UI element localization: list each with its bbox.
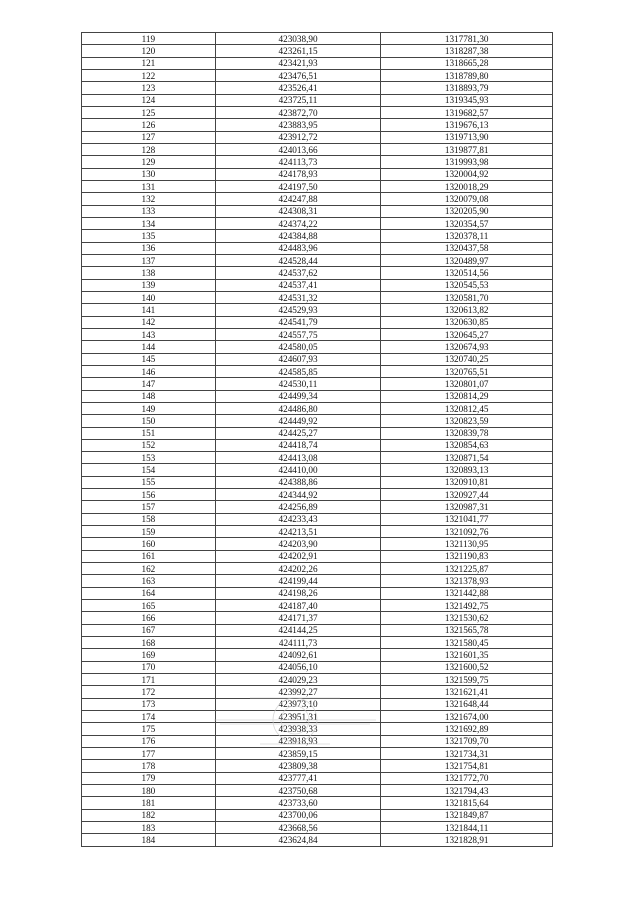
table-row (82, 131, 553, 143)
x-coordinate-cell: 423750,68 (215, 785, 381, 797)
x-coordinate-cell: 424029,23 (215, 674, 381, 686)
point-number-cell: 160 (82, 538, 216, 550)
point-number-cell: 163 (82, 575, 216, 587)
y-coordinate-cell: 1321442,88 (381, 587, 553, 599)
y-coordinate-cell: 1320645,27 (381, 328, 553, 340)
point-number-cell: 138 (82, 267, 216, 279)
table-row (82, 119, 553, 131)
table-row (82, 316, 553, 328)
y-coordinate-cell: 1320765,51 (381, 365, 553, 377)
point-number-cell: 155 (82, 476, 216, 488)
y-coordinate-cell: 1321692,89 (381, 723, 553, 735)
x-coordinate-cell: 424537,41 (215, 279, 381, 291)
y-coordinate-cell: 1321815,64 (381, 797, 553, 809)
y-coordinate-cell: 1321378,93 (381, 575, 553, 587)
table-row (82, 550, 553, 562)
table-row (82, 57, 553, 69)
x-coordinate-cell: 424528,44 (215, 254, 381, 266)
table-row (82, 427, 553, 439)
point-number-cell: 152 (82, 439, 216, 451)
table-row (82, 464, 553, 476)
y-coordinate-cell: 1321734,31 (381, 748, 553, 760)
x-coordinate-cell: 423733,60 (215, 797, 381, 809)
point-number-cell: 181 (82, 797, 216, 809)
x-coordinate-cell: 424486,80 (215, 402, 381, 414)
table-row (82, 834, 553, 846)
table-row (82, 230, 553, 242)
table-row (82, 402, 553, 414)
table-row (82, 735, 553, 747)
y-coordinate-cell: 1320812,45 (381, 402, 553, 414)
y-coordinate-cell: 1319877,81 (381, 143, 553, 155)
point-number-cell: 172 (82, 686, 216, 698)
x-coordinate-cell: 423912,72 (215, 131, 381, 143)
y-coordinate-cell: 1320437,58 (381, 242, 553, 254)
point-number-cell: 161 (82, 550, 216, 562)
y-coordinate-cell: 1321190,83 (381, 550, 553, 562)
x-coordinate-cell: 424413,08 (215, 452, 381, 464)
table-row (82, 612, 553, 624)
table-row (82, 711, 553, 723)
x-coordinate-cell: 424171,37 (215, 612, 381, 624)
x-coordinate-cell: 424199,44 (215, 575, 381, 587)
x-coordinate-cell: 424247,88 (215, 193, 381, 205)
y-coordinate-cell: 1320545,53 (381, 279, 553, 291)
table-row (82, 378, 553, 390)
x-coordinate-cell: 424410,00 (215, 464, 381, 476)
x-coordinate-cell: 424178,93 (215, 168, 381, 180)
y-coordinate-cell: 1320581,70 (381, 291, 553, 303)
table-row (82, 341, 553, 353)
point-number-cell: 149 (82, 402, 216, 414)
table-row (82, 94, 553, 106)
x-coordinate-cell: 424213,51 (215, 526, 381, 538)
x-coordinate-cell: 424198,26 (215, 587, 381, 599)
x-coordinate-cell: 424483,96 (215, 242, 381, 254)
point-number-cell: 130 (82, 168, 216, 180)
table-row (82, 180, 553, 192)
y-coordinate-cell: 1320630,85 (381, 316, 553, 328)
point-number-cell: 146 (82, 365, 216, 377)
table-row (82, 33, 553, 45)
x-coordinate-cell: 424013,66 (215, 143, 381, 155)
point-number-cell: 120 (82, 45, 216, 57)
y-coordinate-cell: 1320740,25 (381, 353, 553, 365)
point-number-cell: 123 (82, 82, 216, 94)
table-row (82, 82, 553, 94)
y-coordinate-cell: 1320674,93 (381, 341, 553, 353)
table-row (82, 254, 553, 266)
y-coordinate-cell: 1321599,75 (381, 674, 553, 686)
y-coordinate-cell: 1319676,13 (381, 119, 553, 131)
y-coordinate-cell: 1321674,00 (381, 711, 553, 723)
y-coordinate-cell: 1318893,79 (381, 82, 553, 94)
y-coordinate-cell: 1320987,31 (381, 501, 553, 513)
y-coordinate-cell: 1320814,29 (381, 390, 553, 402)
x-coordinate-cell: 423700,06 (215, 809, 381, 821)
table-row (82, 143, 553, 155)
x-coordinate-cell: 423421,93 (215, 57, 381, 69)
x-coordinate-cell: 424537,62 (215, 267, 381, 279)
y-coordinate-cell: 1321648,44 (381, 698, 553, 710)
x-coordinate-cell: 424113,73 (215, 156, 381, 168)
y-coordinate-cell: 1317781,30 (381, 33, 553, 45)
y-coordinate-cell: 1320801,07 (381, 378, 553, 390)
y-coordinate-cell: 1319345,93 (381, 94, 553, 106)
point-number-cell: 158 (82, 513, 216, 525)
table-row (82, 797, 553, 809)
y-coordinate-cell: 1321849,87 (381, 809, 553, 821)
y-coordinate-cell: 1321754,81 (381, 760, 553, 772)
point-number-cell: 159 (82, 526, 216, 538)
point-number-cell: 119 (82, 33, 216, 45)
table-row (82, 69, 553, 81)
point-number-cell: 173 (82, 698, 216, 710)
x-coordinate-cell: 424585,85 (215, 365, 381, 377)
x-coordinate-cell: 424449,92 (215, 415, 381, 427)
point-number-cell: 164 (82, 587, 216, 599)
table-row (82, 328, 553, 340)
table-row (82, 267, 553, 279)
point-number-cell: 167 (82, 624, 216, 636)
point-number-cell: 180 (82, 785, 216, 797)
x-coordinate-cell: 423883,95 (215, 119, 381, 131)
x-coordinate-cell: 424344,92 (215, 489, 381, 501)
point-number-cell: 147 (82, 378, 216, 390)
x-coordinate-cell: 424388,86 (215, 476, 381, 488)
x-coordinate-cell: 423872,70 (215, 106, 381, 118)
x-coordinate-cell: 424418,74 (215, 439, 381, 451)
point-number-cell: 177 (82, 748, 216, 760)
x-coordinate-cell: 424308,31 (215, 205, 381, 217)
x-coordinate-cell: 424425,27 (215, 427, 381, 439)
y-coordinate-cell: 1320079,08 (381, 193, 553, 205)
x-coordinate-cell: 424531,32 (215, 291, 381, 303)
y-coordinate-cell: 1321580,45 (381, 637, 553, 649)
x-coordinate-cell: 423992,27 (215, 686, 381, 698)
table-row (82, 390, 553, 402)
point-number-cell: 125 (82, 106, 216, 118)
x-coordinate-cell: 423261,15 (215, 45, 381, 57)
y-coordinate-cell: 1321600,52 (381, 661, 553, 673)
x-coordinate-cell: 423725,11 (215, 94, 381, 106)
x-coordinate-cell: 424529,93 (215, 304, 381, 316)
point-number-cell: 141 (82, 304, 216, 316)
table-row (82, 45, 553, 57)
x-coordinate-cell: 424111,73 (215, 637, 381, 649)
table-row (82, 513, 553, 525)
table-row (82, 489, 553, 501)
y-coordinate-cell: 1319993,98 (381, 156, 553, 168)
point-number-cell: 183 (82, 822, 216, 834)
table-row (82, 291, 553, 303)
x-coordinate-cell: 424580,05 (215, 341, 381, 353)
point-number-cell: 122 (82, 69, 216, 81)
x-coordinate-cell: 424202,91 (215, 550, 381, 562)
table-row (82, 649, 553, 661)
table-row (82, 563, 553, 575)
point-number-cell: 184 (82, 834, 216, 846)
y-coordinate-cell: 1320018,29 (381, 180, 553, 192)
point-number-cell: 171 (82, 674, 216, 686)
point-number-cell: 175 (82, 723, 216, 735)
table-row (82, 822, 553, 834)
x-coordinate-cell: 423938,33 (215, 723, 381, 735)
y-coordinate-cell: 1320613,82 (381, 304, 553, 316)
y-coordinate-cell: 1321621,41 (381, 686, 553, 698)
x-coordinate-cell: 424233,43 (215, 513, 381, 525)
x-coordinate-cell: 423038,90 (215, 33, 381, 45)
table-row (82, 168, 553, 180)
table-row (82, 415, 553, 427)
table-row (82, 760, 553, 772)
y-coordinate-cell: 1318789,80 (381, 69, 553, 81)
table-row (82, 476, 553, 488)
y-coordinate-cell: 1320205,90 (381, 205, 553, 217)
y-coordinate-cell: 1320004,92 (381, 168, 553, 180)
y-coordinate-cell: 1318287,38 (381, 45, 553, 57)
x-coordinate-cell: 423918,93 (215, 735, 381, 747)
y-coordinate-cell: 1320823,59 (381, 415, 553, 427)
point-number-cell: 166 (82, 612, 216, 624)
x-coordinate-cell: 424499,34 (215, 390, 381, 402)
y-coordinate-cell: 1321828,91 (381, 834, 553, 846)
y-coordinate-cell: 1319682,57 (381, 106, 553, 118)
table-row (82, 624, 553, 636)
point-number-cell: 151 (82, 427, 216, 439)
table-row (82, 439, 553, 451)
x-coordinate-cell: 424203,90 (215, 538, 381, 550)
x-coordinate-cell: 424187,40 (215, 600, 381, 612)
table-row (82, 600, 553, 612)
table-row (82, 156, 553, 168)
y-coordinate-cell: 1321772,70 (381, 772, 553, 784)
point-number-cell: 182 (82, 809, 216, 821)
point-number-cell: 132 (82, 193, 216, 205)
point-number-cell: 135 (82, 230, 216, 242)
point-number-cell: 154 (82, 464, 216, 476)
point-number-cell: 174 (82, 711, 216, 723)
x-coordinate-cell: 423668,56 (215, 822, 381, 834)
point-number-cell: 126 (82, 119, 216, 131)
point-number-cell: 121 (82, 57, 216, 69)
x-coordinate-cell: 424202,26 (215, 563, 381, 575)
x-coordinate-cell: 423951,31 (215, 711, 381, 723)
table-row (82, 785, 553, 797)
point-number-cell: 142 (82, 316, 216, 328)
table-row (82, 205, 553, 217)
y-coordinate-cell: 1320514,56 (381, 267, 553, 279)
table-row (82, 661, 553, 673)
table-row (82, 526, 553, 538)
table-row (82, 242, 553, 254)
table-row (82, 686, 553, 698)
table-row (82, 748, 553, 760)
table-row (82, 698, 553, 710)
x-coordinate-cell: 424607,93 (215, 353, 381, 365)
table-row (82, 723, 553, 735)
table-row (82, 365, 553, 377)
y-coordinate-cell: 1321709,70 (381, 735, 553, 747)
point-number-cell: 124 (82, 94, 216, 106)
y-coordinate-cell: 1320839,78 (381, 427, 553, 439)
x-coordinate-cell: 423973,10 (215, 698, 381, 710)
x-coordinate-cell: 424092,61 (215, 649, 381, 661)
table-row (82, 304, 553, 316)
table-row (82, 809, 553, 821)
point-number-cell: 153 (82, 452, 216, 464)
x-coordinate-cell: 424541,79 (215, 316, 381, 328)
point-number-cell: 129 (82, 156, 216, 168)
y-coordinate-cell: 1321601,35 (381, 649, 553, 661)
x-coordinate-cell: 423476,51 (215, 69, 381, 81)
point-number-cell: 170 (82, 661, 216, 673)
x-coordinate-cell: 423777,41 (215, 772, 381, 784)
x-coordinate-cell: 423859,15 (215, 748, 381, 760)
table-row (82, 674, 553, 686)
point-number-cell: 156 (82, 489, 216, 501)
y-coordinate-cell: 1321844,11 (381, 822, 553, 834)
x-coordinate-cell: 423809,38 (215, 760, 381, 772)
table-row (82, 772, 553, 784)
point-number-cell: 148 (82, 390, 216, 402)
y-coordinate-cell: 1320354,57 (381, 217, 553, 229)
x-coordinate-cell: 424197,50 (215, 180, 381, 192)
y-coordinate-cell: 1321041,77 (381, 513, 553, 525)
y-coordinate-cell: 1320854,63 (381, 439, 553, 451)
x-coordinate-cell: 423624,84 (215, 834, 381, 846)
point-number-cell: 145 (82, 353, 216, 365)
y-coordinate-cell: 1321092,76 (381, 526, 553, 538)
point-number-cell: 168 (82, 637, 216, 649)
table-row (82, 217, 553, 229)
point-number-cell: 176 (82, 735, 216, 747)
point-number-cell: 165 (82, 600, 216, 612)
x-coordinate-cell: 423526,41 (215, 82, 381, 94)
point-number-cell: 131 (82, 180, 216, 192)
point-number-cell: 128 (82, 143, 216, 155)
table-row (82, 193, 553, 205)
y-coordinate-cell: 1318665,28 (381, 57, 553, 69)
y-coordinate-cell: 1319713,90 (381, 131, 553, 143)
point-number-cell: 136 (82, 242, 216, 254)
point-number-cell: 139 (82, 279, 216, 291)
point-number-cell: 150 (82, 415, 216, 427)
table-row (82, 637, 553, 649)
y-coordinate-cell: 1321130,95 (381, 538, 553, 550)
point-number-cell: 140 (82, 291, 216, 303)
table-row (82, 452, 553, 464)
point-number-cell: 157 (82, 501, 216, 513)
x-coordinate-cell: 424256,89 (215, 501, 381, 513)
x-coordinate-cell: 424374,22 (215, 217, 381, 229)
y-coordinate-cell: 1321565,78 (381, 624, 553, 636)
point-number-cell: 127 (82, 131, 216, 143)
table-row (82, 279, 553, 291)
table-row (82, 353, 553, 365)
point-number-cell: 133 (82, 205, 216, 217)
y-coordinate-cell: 1320927,44 (381, 489, 553, 501)
y-coordinate-cell: 1320378,11 (381, 230, 553, 242)
table-row (82, 587, 553, 599)
y-coordinate-cell: 1320871,54 (381, 452, 553, 464)
x-coordinate-cell: 424144,25 (215, 624, 381, 636)
point-number-cell: 143 (82, 328, 216, 340)
point-number-cell: 144 (82, 341, 216, 353)
coordinates-table (81, 32, 553, 847)
point-number-cell: 137 (82, 254, 216, 266)
y-coordinate-cell: 1321530,62 (381, 612, 553, 624)
x-coordinate-cell: 424384,88 (215, 230, 381, 242)
point-number-cell: 162 (82, 563, 216, 575)
x-coordinate-cell: 424557,75 (215, 328, 381, 340)
table-row (82, 575, 553, 587)
y-coordinate-cell: 1321225,87 (381, 563, 553, 575)
y-coordinate-cell: 1321492,75 (381, 600, 553, 612)
table-row (82, 501, 553, 513)
y-coordinate-cell: 1320489,97 (381, 254, 553, 266)
point-number-cell: 169 (82, 649, 216, 661)
point-number-cell: 134 (82, 217, 216, 229)
coordinates-table-body (82, 33, 553, 847)
table-row (82, 538, 553, 550)
y-coordinate-cell: 1320910,81 (381, 476, 553, 488)
point-number-cell: 179 (82, 772, 216, 784)
point-number-cell: 178 (82, 760, 216, 772)
y-coordinate-cell: 1320893,13 (381, 464, 553, 476)
table-row (82, 106, 553, 118)
x-coordinate-cell: 424530,11 (215, 378, 381, 390)
y-coordinate-cell: 1321794,43 (381, 785, 553, 797)
x-coordinate-cell: 424056,10 (215, 661, 381, 673)
